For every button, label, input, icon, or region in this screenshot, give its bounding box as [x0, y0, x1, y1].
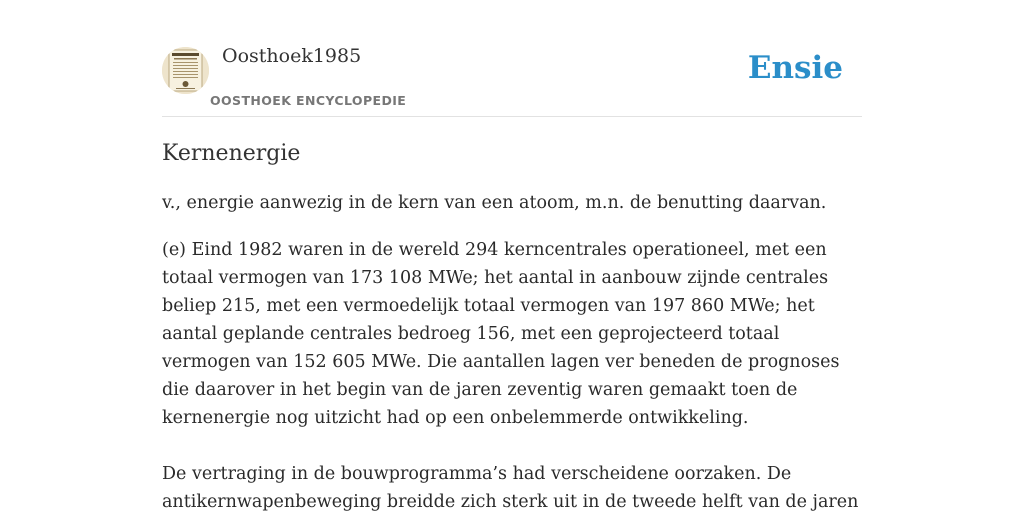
article — [162, 138, 872, 512]
source-header — [162, 44, 862, 117]
book-cover-image — [162, 47, 209, 94]
article-title: Kernenergie — [162, 141, 301, 166]
source-subtitle: OOSTHOEK ENCYCLOPEDIE — [210, 93, 407, 108]
article-paragraph: De vertraging in de bouwprogramma’s had verscheidene oorzaken. De antikernwapenbeweging breidde zich sterk uit in de tweede helft van de jaren — [162, 464, 859, 512]
ensie-logo-link[interactable]: Ensie — [747, 50, 843, 86]
source-name-link[interactable]: Oosthoek1985 — [222, 45, 362, 67]
source-avatar[interactable] — [162, 47, 209, 94]
article-paragraph: (e) Eind 1982 waren in de wereld 294 kerncentrales operationeel, met een totaal vermogen van 173 108 MWe; het aantal in aanbouw zijnde centrales beliep 215, met een vermoedelijk totaal vermogen van 197 860 MWe; het aantal geplande centrales bedroeg 156, met een geprojecteerd totaal vermogen van 152 605 MWe. Die aantallen lagen ver beneden de prognoses die daarover in het begin van de jaren zeventig waren gemaakt toen de kernenergie nog uitzicht had op een onbelemmerde ontwikkeling. — [162, 240, 840, 428]
article-definition: v., energie aanwezig in de kern van een atoom, m.n. de benutting daarvan. — [162, 193, 827, 213]
